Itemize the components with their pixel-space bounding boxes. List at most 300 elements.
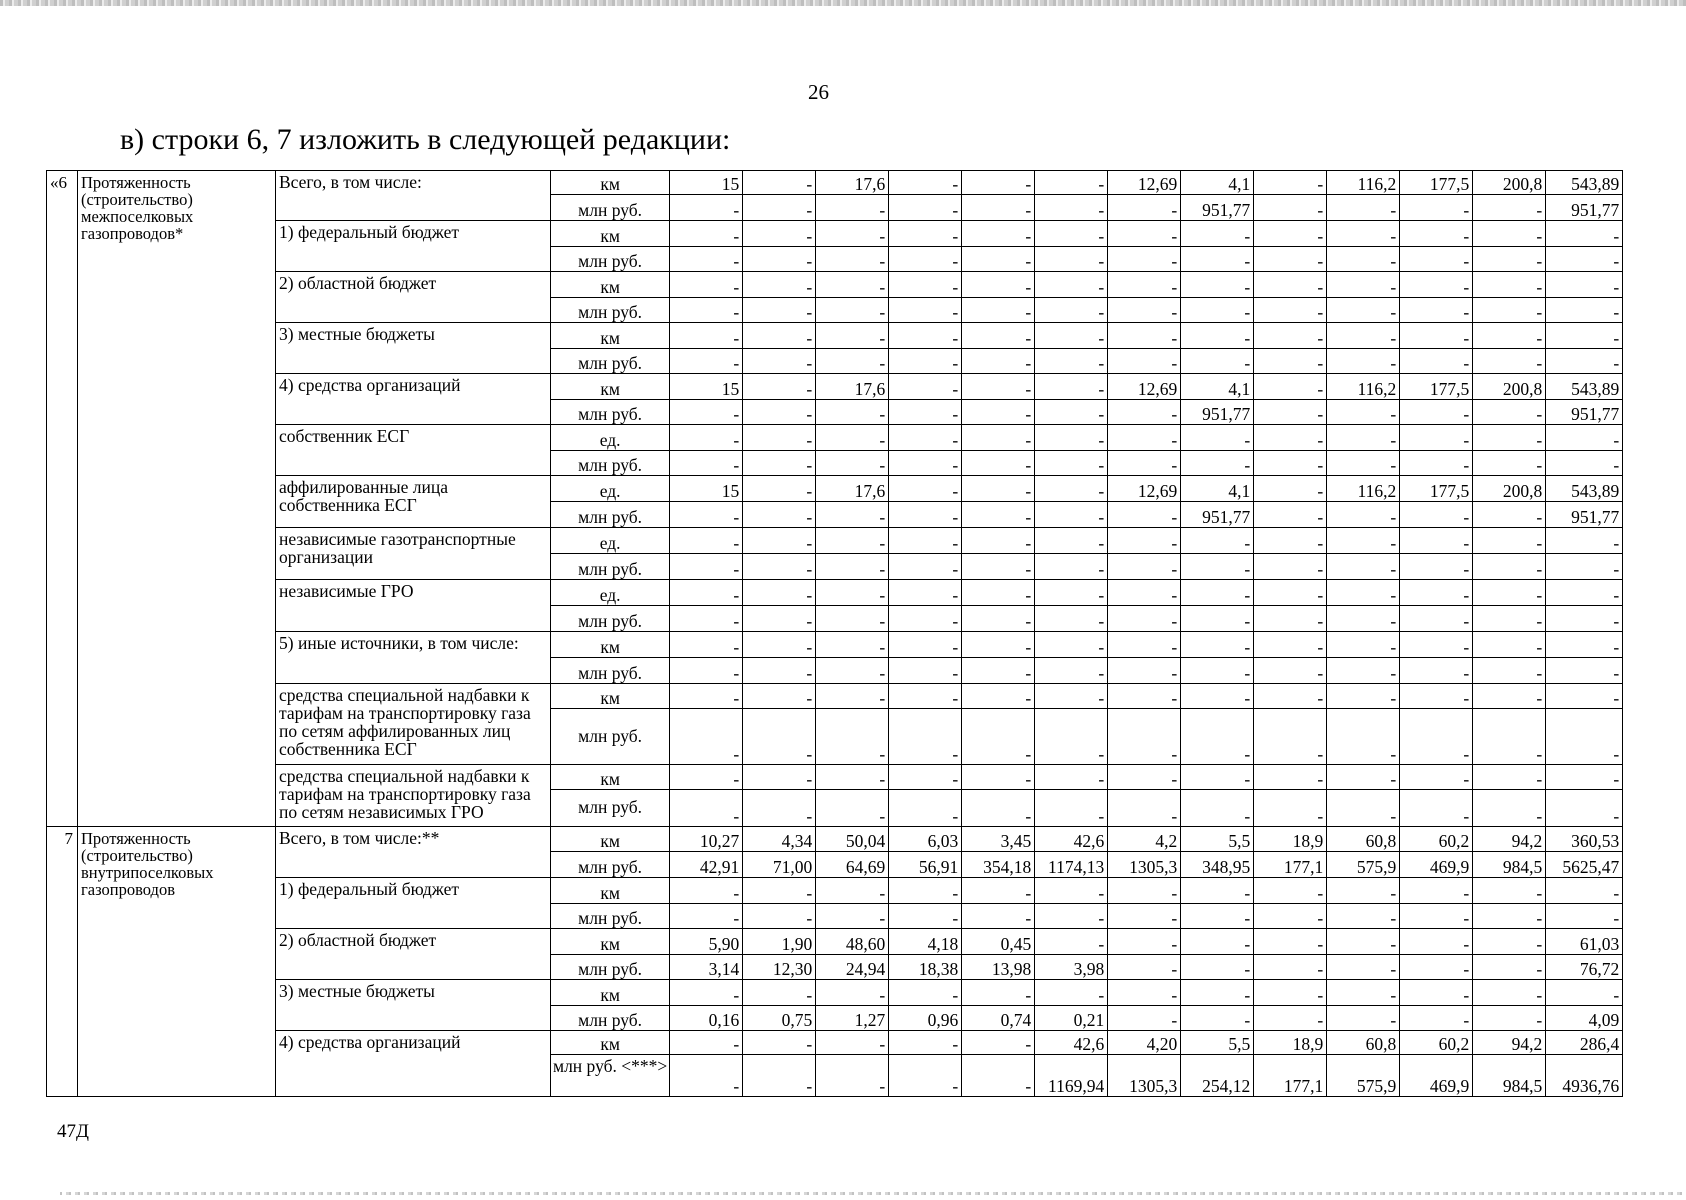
table-body bbox=[47, 171, 1623, 1097]
value-cell: 1,27 bbox=[816, 1006, 889, 1031]
value-cell: - bbox=[1473, 684, 1546, 709]
value-cell: 0,21 bbox=[1035, 1006, 1108, 1031]
value-cell: - bbox=[743, 904, 816, 929]
value-cell: - bbox=[1254, 1006, 1327, 1031]
value-cell: 469,9 bbox=[1400, 1055, 1473, 1097]
value-cell: - bbox=[1400, 790, 1473, 827]
value-cell: - bbox=[743, 580, 816, 606]
value-cell: - bbox=[1108, 400, 1181, 425]
total-cell: 543,89 bbox=[1546, 476, 1623, 502]
value-cell: - bbox=[1035, 684, 1108, 709]
value-cell: - bbox=[1254, 298, 1327, 323]
value-cell: - bbox=[1108, 632, 1181, 658]
value-cell: - bbox=[1035, 658, 1108, 684]
value-cell: 5,90 bbox=[670, 929, 743, 955]
value-cell: - bbox=[670, 1031, 743, 1055]
scan-edge-bottom bbox=[60, 1192, 1686, 1195]
value-cell: - bbox=[962, 658, 1035, 684]
funding-source-label: независимые ГРО bbox=[276, 580, 551, 632]
value-cell: - bbox=[670, 580, 743, 606]
value-cell: - bbox=[962, 476, 1035, 502]
value-cell: - bbox=[1473, 195, 1546, 221]
total-cell: 5625,47 bbox=[1546, 852, 1623, 878]
value-cell: 5,5 bbox=[1181, 1031, 1254, 1055]
value-cell: - bbox=[1181, 528, 1254, 554]
value-cell: - bbox=[1327, 1006, 1400, 1031]
value-cell: - bbox=[1327, 790, 1400, 827]
value-cell: - bbox=[1035, 476, 1108, 502]
value-cell: - bbox=[1181, 1006, 1254, 1031]
value-cell: - bbox=[962, 323, 1035, 349]
value-cell: - bbox=[670, 790, 743, 827]
value-cell: 3,14 bbox=[670, 955, 743, 980]
value-cell: - bbox=[1254, 709, 1327, 765]
value-cell: - bbox=[962, 684, 1035, 709]
value-cell: - bbox=[1181, 606, 1254, 632]
value-cell: - bbox=[889, 451, 962, 476]
value-cell: - bbox=[1181, 451, 1254, 476]
value-cell: - bbox=[1108, 929, 1181, 955]
value-cell: 24,94 bbox=[816, 955, 889, 980]
value-cell: - bbox=[1108, 878, 1181, 904]
value-cell: - bbox=[1400, 606, 1473, 632]
value-cell: 12,69 bbox=[1108, 476, 1181, 502]
value-cell: - bbox=[816, 349, 889, 374]
value-cell: - bbox=[1254, 451, 1327, 476]
value-cell: - bbox=[1473, 451, 1546, 476]
value-cell: 951,77 bbox=[1181, 502, 1254, 528]
value-cell: - bbox=[816, 451, 889, 476]
total-cell: - bbox=[1546, 323, 1623, 349]
value-cell: - bbox=[670, 425, 743, 451]
value-cell: - bbox=[816, 247, 889, 272]
total-cell: - bbox=[1546, 349, 1623, 374]
value-cell: - bbox=[743, 451, 816, 476]
value-cell: - bbox=[743, 400, 816, 425]
value-cell: - bbox=[962, 349, 1035, 374]
value-cell: 64,69 bbox=[816, 852, 889, 878]
value-cell: - bbox=[743, 658, 816, 684]
value-cell: - bbox=[1400, 298, 1473, 323]
value-cell: - bbox=[1473, 425, 1546, 451]
value-cell: - bbox=[1400, 528, 1473, 554]
value-cell: 984,5 bbox=[1473, 1055, 1546, 1097]
total-cell: 286,4 bbox=[1546, 1031, 1623, 1055]
value-cell: - bbox=[1181, 684, 1254, 709]
total-cell: - bbox=[1546, 790, 1623, 827]
unit-cell: млн руб. bbox=[551, 658, 670, 684]
funding-source-label: 3) местные бюджеты bbox=[276, 980, 551, 1031]
total-cell: - bbox=[1546, 272, 1623, 298]
value-cell: 254,12 bbox=[1181, 1055, 1254, 1097]
unit-cell: млн руб. bbox=[551, 349, 670, 374]
value-cell: - bbox=[1473, 878, 1546, 904]
funding-source-label: 1) федеральный бюджет bbox=[276, 221, 551, 272]
value-cell: 6,03 bbox=[889, 827, 962, 852]
value-cell: - bbox=[962, 904, 1035, 929]
total-cell: - bbox=[1546, 684, 1623, 709]
value-cell: 17,6 bbox=[816, 476, 889, 502]
value-cell: - bbox=[962, 221, 1035, 247]
value-cell: - bbox=[1181, 790, 1254, 827]
unit-cell: млн руб. bbox=[551, 852, 670, 878]
value-cell: 4,2 bbox=[1108, 827, 1181, 852]
value-cell: - bbox=[816, 272, 889, 298]
value-cell: - bbox=[962, 374, 1035, 400]
value-cell: 42,6 bbox=[1035, 1031, 1108, 1055]
value-cell: - bbox=[1254, 349, 1327, 374]
value-cell: - bbox=[1035, 374, 1108, 400]
value-cell: - bbox=[962, 1031, 1035, 1055]
unit-cell: ед. bbox=[551, 425, 670, 451]
value-cell: 15 bbox=[670, 171, 743, 195]
value-cell: - bbox=[1473, 632, 1546, 658]
unit-cell: млн руб. <***> bbox=[551, 1055, 670, 1097]
unit-cell: ед. bbox=[551, 580, 670, 606]
value-cell: - bbox=[1400, 323, 1473, 349]
unit-cell: ед. bbox=[551, 476, 670, 502]
value-cell: - bbox=[670, 904, 743, 929]
funding-source-label: Всего, в том числе:** bbox=[276, 827, 551, 878]
unit-cell: млн руб. bbox=[551, 554, 670, 580]
unit-cell: ед. bbox=[551, 528, 670, 554]
value-cell: - bbox=[1400, 272, 1473, 298]
funding-source-label: независимые газотранспортные организации bbox=[276, 528, 551, 580]
value-cell: - bbox=[1473, 904, 1546, 929]
total-cell: 76,72 bbox=[1546, 955, 1623, 980]
value-cell: - bbox=[1400, 658, 1473, 684]
value-cell: 469,9 bbox=[1400, 852, 1473, 878]
value-cell: - bbox=[1400, 451, 1473, 476]
value-cell: - bbox=[1108, 955, 1181, 980]
table-row bbox=[47, 528, 1623, 554]
value-cell: - bbox=[1327, 425, 1400, 451]
page-number: 26 bbox=[808, 80, 829, 104]
table-row bbox=[47, 323, 1623, 349]
value-cell: - bbox=[889, 1031, 962, 1055]
value-cell: - bbox=[816, 632, 889, 658]
value-cell: - bbox=[1254, 272, 1327, 298]
value-cell: - bbox=[1473, 272, 1546, 298]
value-cell: - bbox=[743, 606, 816, 632]
value-cell: - bbox=[1035, 632, 1108, 658]
funding-source-label: 1) федеральный бюджет bbox=[276, 878, 551, 929]
total-cell: - bbox=[1546, 606, 1623, 632]
document-code: 47Д bbox=[57, 1121, 89, 1142]
value-cell: 177,5 bbox=[1400, 374, 1473, 400]
value-cell: 348,95 bbox=[1181, 852, 1254, 878]
value-cell: - bbox=[1473, 221, 1546, 247]
value-cell: - bbox=[1254, 658, 1327, 684]
value-cell: - bbox=[1035, 195, 1108, 221]
value-cell: - bbox=[1181, 765, 1254, 790]
table-row bbox=[47, 980, 1623, 1006]
value-cell: - bbox=[889, 476, 962, 502]
value-cell: - bbox=[1181, 632, 1254, 658]
value-cell: 3,98 bbox=[1035, 955, 1108, 980]
value-cell: - bbox=[816, 221, 889, 247]
value-cell: - bbox=[1254, 221, 1327, 247]
value-cell: - bbox=[1108, 684, 1181, 709]
value-cell: - bbox=[1473, 580, 1546, 606]
value-cell: - bbox=[1035, 272, 1108, 298]
value-cell: 984,5 bbox=[1473, 852, 1546, 878]
total-cell: 543,89 bbox=[1546, 374, 1623, 400]
value-cell: - bbox=[816, 684, 889, 709]
value-cell: - bbox=[962, 247, 1035, 272]
value-cell: - bbox=[1473, 658, 1546, 684]
value-cell: 116,2 bbox=[1327, 171, 1400, 195]
value-cell: - bbox=[1327, 580, 1400, 606]
value-cell: - bbox=[816, 195, 889, 221]
value-cell: 177,5 bbox=[1400, 476, 1473, 502]
value-cell: - bbox=[962, 878, 1035, 904]
value-cell: 94,2 bbox=[1473, 1031, 1546, 1055]
value-cell: - bbox=[816, 554, 889, 580]
value-cell: - bbox=[889, 349, 962, 374]
value-cell: - bbox=[1400, 221, 1473, 247]
value-cell: - bbox=[670, 451, 743, 476]
table-row bbox=[47, 425, 1623, 451]
value-cell: - bbox=[1181, 658, 1254, 684]
value-cell: 200,8 bbox=[1473, 476, 1546, 502]
value-cell: - bbox=[1327, 323, 1400, 349]
value-cell: 1305,3 bbox=[1108, 852, 1181, 878]
value-cell: - bbox=[1473, 765, 1546, 790]
value-cell: - bbox=[1473, 323, 1546, 349]
value-cell: 575,9 bbox=[1327, 1055, 1400, 1097]
value-cell: - bbox=[962, 580, 1035, 606]
value-cell: - bbox=[1327, 272, 1400, 298]
value-cell: - bbox=[1473, 606, 1546, 632]
value-cell: - bbox=[889, 606, 962, 632]
value-cell: - bbox=[1181, 580, 1254, 606]
value-cell: - bbox=[743, 709, 816, 765]
total-cell: - bbox=[1546, 709, 1623, 765]
value-cell: - bbox=[743, 790, 816, 827]
table-row bbox=[47, 580, 1623, 606]
value-cell: - bbox=[1035, 606, 1108, 632]
value-cell: - bbox=[743, 195, 816, 221]
total-cell: - bbox=[1546, 554, 1623, 580]
unit-cell: млн руб. bbox=[551, 1006, 670, 1031]
value-cell: - bbox=[962, 528, 1035, 554]
funding-source-label: аффилированные лица собственника ЕСГ bbox=[276, 476, 551, 528]
value-cell: - bbox=[1181, 221, 1254, 247]
value-cell: - bbox=[1327, 980, 1400, 1006]
value-cell: - bbox=[962, 790, 1035, 827]
value-cell: - bbox=[1327, 878, 1400, 904]
total-cell: - bbox=[1546, 632, 1623, 658]
value-cell: - bbox=[1400, 709, 1473, 765]
value-cell: - bbox=[670, 323, 743, 349]
total-cell: 4936,76 bbox=[1546, 1055, 1623, 1097]
value-cell: - bbox=[816, 658, 889, 684]
value-cell: - bbox=[1400, 502, 1473, 528]
value-cell: 18,38 bbox=[889, 955, 962, 980]
value-cell: - bbox=[889, 298, 962, 323]
value-cell: - bbox=[962, 502, 1035, 528]
value-cell: - bbox=[1108, 580, 1181, 606]
value-cell: - bbox=[1400, 425, 1473, 451]
table-row bbox=[47, 272, 1623, 298]
value-cell: - bbox=[889, 980, 962, 1006]
value-cell: - bbox=[1254, 425, 1327, 451]
value-cell: - bbox=[1473, 980, 1546, 1006]
value-cell: - bbox=[670, 980, 743, 1006]
unit-cell: км bbox=[551, 323, 670, 349]
value-cell: - bbox=[1400, 349, 1473, 374]
data-table bbox=[46, 170, 1623, 1097]
value-cell: - bbox=[743, 684, 816, 709]
indicator-name: Протяженность (строительство) внутрипоселковых газопроводов bbox=[78, 827, 276, 1097]
value-cell: - bbox=[889, 904, 962, 929]
total-cell: - bbox=[1546, 904, 1623, 929]
value-cell: - bbox=[889, 684, 962, 709]
value-cell: - bbox=[962, 451, 1035, 476]
value-cell: 0,16 bbox=[670, 1006, 743, 1031]
total-cell: - bbox=[1546, 878, 1623, 904]
value-cell: - bbox=[1108, 195, 1181, 221]
value-cell: - bbox=[1254, 195, 1327, 221]
value-cell: - bbox=[1254, 400, 1327, 425]
total-cell: 360,53 bbox=[1546, 827, 1623, 852]
value-cell: - bbox=[816, 323, 889, 349]
value-cell: - bbox=[1035, 878, 1108, 904]
value-cell: - bbox=[816, 1031, 889, 1055]
value-cell: - bbox=[1400, 684, 1473, 709]
value-cell: - bbox=[816, 580, 889, 606]
value-cell: - bbox=[743, 502, 816, 528]
value-cell: - bbox=[1327, 247, 1400, 272]
total-cell: 951,77 bbox=[1546, 502, 1623, 528]
value-cell: - bbox=[1327, 554, 1400, 580]
value-cell: 12,30 bbox=[743, 955, 816, 980]
value-cell: - bbox=[1181, 554, 1254, 580]
value-cell: 42,6 bbox=[1035, 827, 1108, 852]
unit-cell: км bbox=[551, 878, 670, 904]
value-cell: - bbox=[1254, 476, 1327, 502]
value-cell: - bbox=[1254, 374, 1327, 400]
value-cell: - bbox=[1108, 980, 1181, 1006]
value-cell: 575,9 bbox=[1327, 852, 1400, 878]
value-cell: - bbox=[1327, 684, 1400, 709]
total-cell: - bbox=[1546, 980, 1623, 1006]
unit-cell: км bbox=[551, 765, 670, 790]
value-cell: - bbox=[1327, 632, 1400, 658]
value-cell: - bbox=[962, 195, 1035, 221]
value-cell: - bbox=[962, 606, 1035, 632]
total-cell: - bbox=[1546, 425, 1623, 451]
table-row bbox=[47, 221, 1623, 247]
scan-edge-top bbox=[0, 0, 1686, 6]
value-cell: - bbox=[1181, 709, 1254, 765]
value-cell: - bbox=[1400, 878, 1473, 904]
value-cell: - bbox=[743, 323, 816, 349]
total-cell: - bbox=[1546, 658, 1623, 684]
value-cell: - bbox=[1108, 272, 1181, 298]
value-cell: - bbox=[1108, 790, 1181, 827]
unit-cell: млн руб. bbox=[551, 709, 670, 765]
value-cell: - bbox=[1327, 221, 1400, 247]
value-cell: - bbox=[670, 632, 743, 658]
table-row bbox=[47, 827, 1623, 852]
value-cell: - bbox=[962, 400, 1035, 425]
value-cell: - bbox=[962, 298, 1035, 323]
value-cell: - bbox=[1035, 171, 1108, 195]
value-cell: - bbox=[816, 878, 889, 904]
value-cell: - bbox=[1327, 502, 1400, 528]
value-cell: 18,9 bbox=[1254, 827, 1327, 852]
unit-cell: км bbox=[551, 684, 670, 709]
value-cell: - bbox=[1035, 221, 1108, 247]
value-cell: - bbox=[743, 554, 816, 580]
value-cell: - bbox=[743, 878, 816, 904]
value-cell: 1,90 bbox=[743, 929, 816, 955]
unit-cell: млн руб. bbox=[551, 298, 670, 323]
value-cell: - bbox=[1400, 955, 1473, 980]
total-cell: 951,77 bbox=[1546, 195, 1623, 221]
value-cell: - bbox=[1181, 323, 1254, 349]
value-cell: - bbox=[1473, 929, 1546, 955]
table-row bbox=[47, 929, 1623, 955]
value-cell: 18,9 bbox=[1254, 1031, 1327, 1055]
value-cell: - bbox=[1254, 632, 1327, 658]
table-row bbox=[47, 684, 1623, 709]
value-cell: - bbox=[670, 528, 743, 554]
unit-cell: млн руб. bbox=[551, 502, 670, 528]
value-cell: - bbox=[962, 980, 1035, 1006]
value-cell: - bbox=[1473, 790, 1546, 827]
unit-cell: млн руб. bbox=[551, 451, 670, 476]
value-cell: - bbox=[1400, 195, 1473, 221]
value-cell: - bbox=[889, 528, 962, 554]
value-cell: - bbox=[1400, 247, 1473, 272]
value-cell: - bbox=[1473, 400, 1546, 425]
value-cell: - bbox=[1327, 658, 1400, 684]
value-cell: - bbox=[1473, 1006, 1546, 1031]
value-cell: - bbox=[1108, 658, 1181, 684]
value-cell: - bbox=[889, 323, 962, 349]
table-row bbox=[47, 632, 1623, 658]
value-cell: 4,1 bbox=[1181, 476, 1254, 502]
value-cell: 0,75 bbox=[743, 1006, 816, 1031]
value-cell: - bbox=[1400, 904, 1473, 929]
table-row bbox=[47, 878, 1623, 904]
value-cell: - bbox=[1108, 247, 1181, 272]
value-cell: - bbox=[889, 171, 962, 195]
value-cell: - bbox=[670, 502, 743, 528]
value-cell: 200,8 bbox=[1473, 171, 1546, 195]
value-cell: - bbox=[962, 425, 1035, 451]
value-cell: - bbox=[1327, 195, 1400, 221]
unit-cell: млн руб. bbox=[551, 247, 670, 272]
value-cell: - bbox=[1400, 980, 1473, 1006]
funding-source-label: 5) иные источники, в том числе: bbox=[276, 632, 551, 684]
value-cell: - bbox=[1181, 929, 1254, 955]
value-cell: - bbox=[1327, 765, 1400, 790]
value-cell: - bbox=[1254, 765, 1327, 790]
value-cell: - bbox=[889, 247, 962, 272]
value-cell: - bbox=[1108, 1006, 1181, 1031]
value-cell: - bbox=[1108, 298, 1181, 323]
value-cell: 177,1 bbox=[1254, 852, 1327, 878]
value-cell: - bbox=[889, 709, 962, 765]
value-cell: - bbox=[743, 374, 816, 400]
value-cell: 60,2 bbox=[1400, 1031, 1473, 1055]
value-cell: - bbox=[1254, 554, 1327, 580]
value-cell: - bbox=[670, 878, 743, 904]
